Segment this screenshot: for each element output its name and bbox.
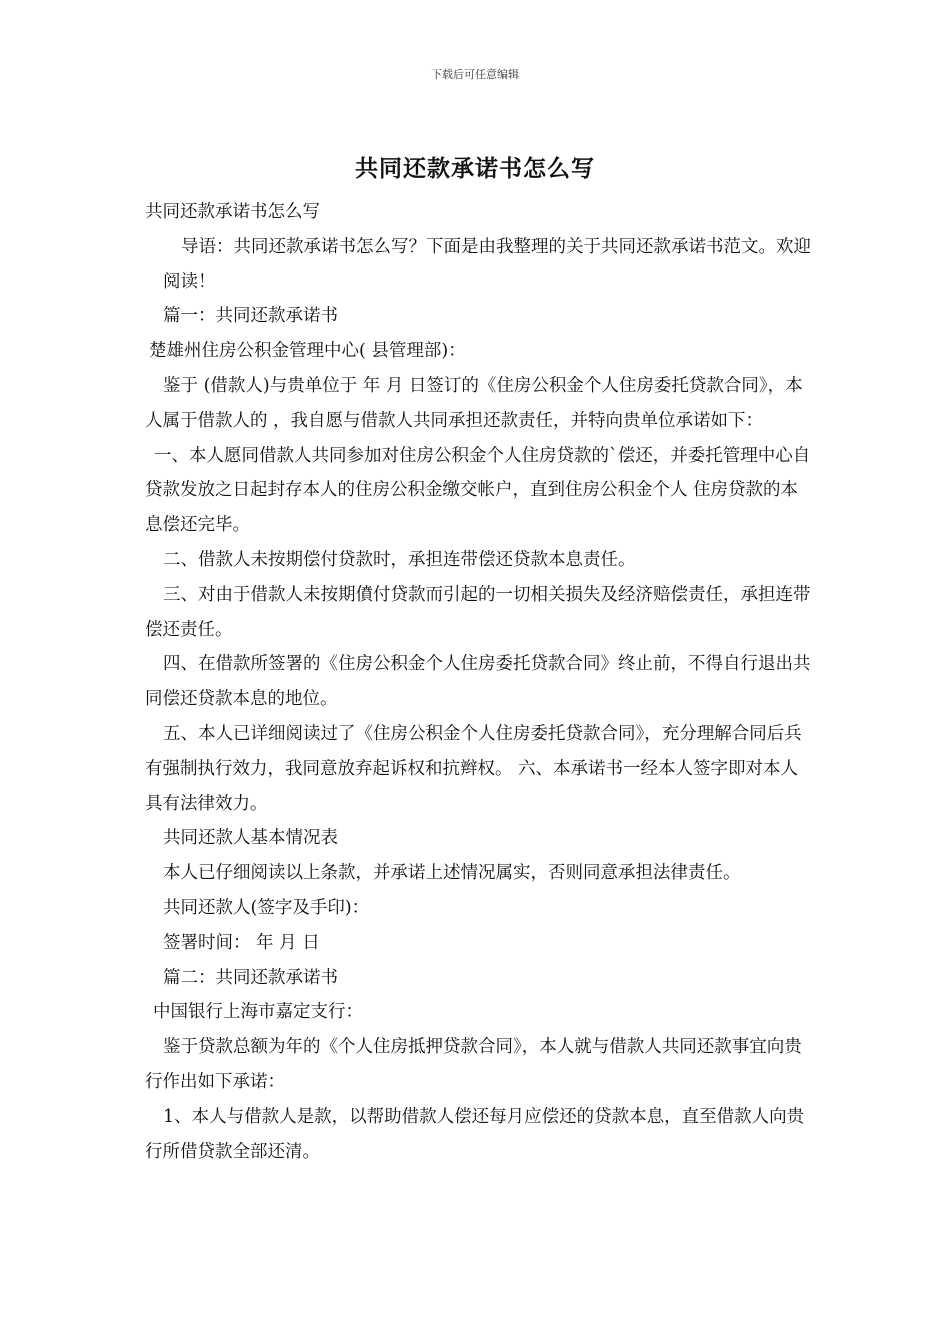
section-heading-1: 篇一：共同还款承诺书 [163,306,338,327]
section-heading-2: 篇二：共同还款承诺书 [163,967,338,988]
clause-4: 四、在借款所签署的《住房公积金个人住房委托贷款合同》终止前，不得自行退出共同偿还贷款本息的地位。 [145,654,811,710]
declaration: 本人已仔细阅读以上条款，并承诺上述情况属实，否则同意承担法律责任。 [163,863,741,884]
paragraph-intro: 导语：共同还款承诺书怎么写？下面是由我整理的关于共同还款承诺书范文。欢迎阅读！ [163,236,811,292]
clause-1: 一、本人愿同借款人共同参加对住房公积金个人住房贷款的`偿还，并委托管理中心自贷款发放之日起封存本人的住房公积金缴交帐户，直到住房公积金个人 住房贷款的本息偿还完毕。 [145,445,811,536]
clause-5-6: 五、本人已详细阅读过了《住房公积金个人住房委托贷款合同》，充分理解合同后兵有强制执行效力，我同意放弃起诉权和抗辫权。 六、本承诺书一经本人签字即对本人具有法律效力。 [145,723,802,814]
clause-2-1: 1、本人与借款人是款，以帮助借款人偿还每月应偿还的贷款本息，直至借款人向贵行所借贷款全部还清。 [145,1106,805,1162]
paragraph-subtitle: 共同还款承诺书怎么写 [145,202,320,222]
clause-3: 三、对由于借款人未按期僨付贷款而引起的一切相关损失及经济赔偿责任，承担连带偿还责任。 [145,584,811,640]
document-body [145,195,813,1169]
paragraph-whereas-2: 鉴于贷款总额为年的《个人住房抵押贷款合同》，本人就与借款人共同还款事宜向贵行作出如下承诺： [145,1037,802,1092]
info-table-heading: 共同还款人基本情况表 [163,828,338,849]
signing-date: 签署时间： 年 月 日 [163,932,320,953]
addressee-2: 中国银行上海市嘉定支行： [153,1002,363,1023]
addressee-1: 楚雄州住房公积金管理中心( 县管理部)： [149,341,466,362]
signature-line: 共同还款人(签字及手印)： [163,897,370,918]
header-note: 下载后可任意编辑 [431,68,519,81]
document-title: 共同还款承诺书怎么写 [355,156,595,182]
clause-2: 二、借款人未按期偿付贷款时，承担连带偿还贷款本息责任。 [163,549,636,570]
paragraph-whereas-1: 鉴于 (借款人)与贵单位于 年 月 日签订的《住房公积金个人住房委托贷款合同》，本人属于借款人的 ，我自愿与借款人共同承担还款责任，并特向贵单位承诺如下： [145,375,803,431]
